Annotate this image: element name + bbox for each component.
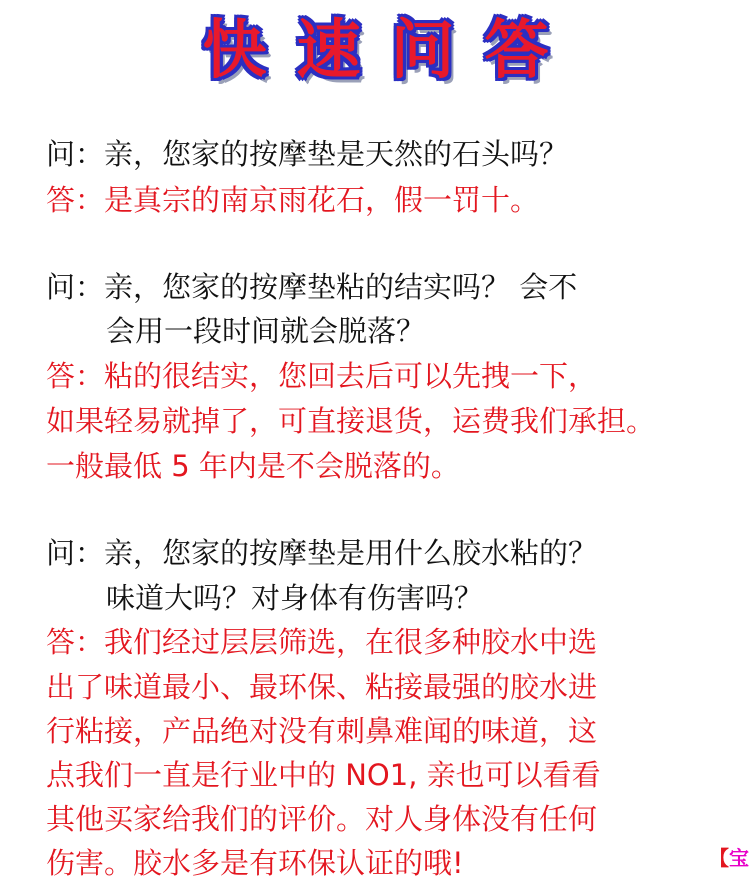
answer-2-line-2: 如果轻易就掉了，可直接退货，运费我们承担。 [46,404,656,438]
corner-mark-char: 宝 [729,846,749,870]
answer-2-line-3: 一般最低 5 年内是不会脱落的。 [46,449,460,483]
question-3-line-1: 问：亲，您家的按摩垫是用什么胶水粘的？ [46,536,598,570]
question-2-line-1: 问：亲，您家的按摩垫粘的结实吗？ 会不 [46,270,578,304]
corner-mark [709,842,749,871]
answer-3-line-2: 出了味道最小、最环保、粘接最强的胶水进 [46,670,598,704]
answer-3-line-4: 点我们一直是行业中的 NO1, 亲也可以看看 [46,758,601,792]
answer-3-line-6: 伤害。胶水多是有环保认证的哦! [46,846,464,880]
answer-3-line-1: 答：我们经过层层筛选，在很多种胶水中选 [46,625,598,659]
answer-3-line-5: 其他买家给我们的评价。对人身体没有任何 [46,802,598,836]
answer-3-line-3: 行粘接，产品绝对没有刺鼻难闻的味道，这 [46,714,598,748]
corner-mark-bracket: 【 [709,846,729,870]
question-3-line-2: 味道大吗？对身体有伤害吗？ [106,581,484,615]
question-2-line-2: 会用一段时间就会脱落？ [106,314,426,348]
answer-2-line-1: 答：粘的很结实，您回去后可以先拽一下， [46,359,598,393]
page-title: 快速问答 [202,14,579,88]
answer-1-line-1: 答：是真宗的南京雨花石，假一罚十。 [46,183,540,217]
question-1-line-1: 问：亲，您家的按摩垫是天然的石头吗？ [46,137,569,171]
